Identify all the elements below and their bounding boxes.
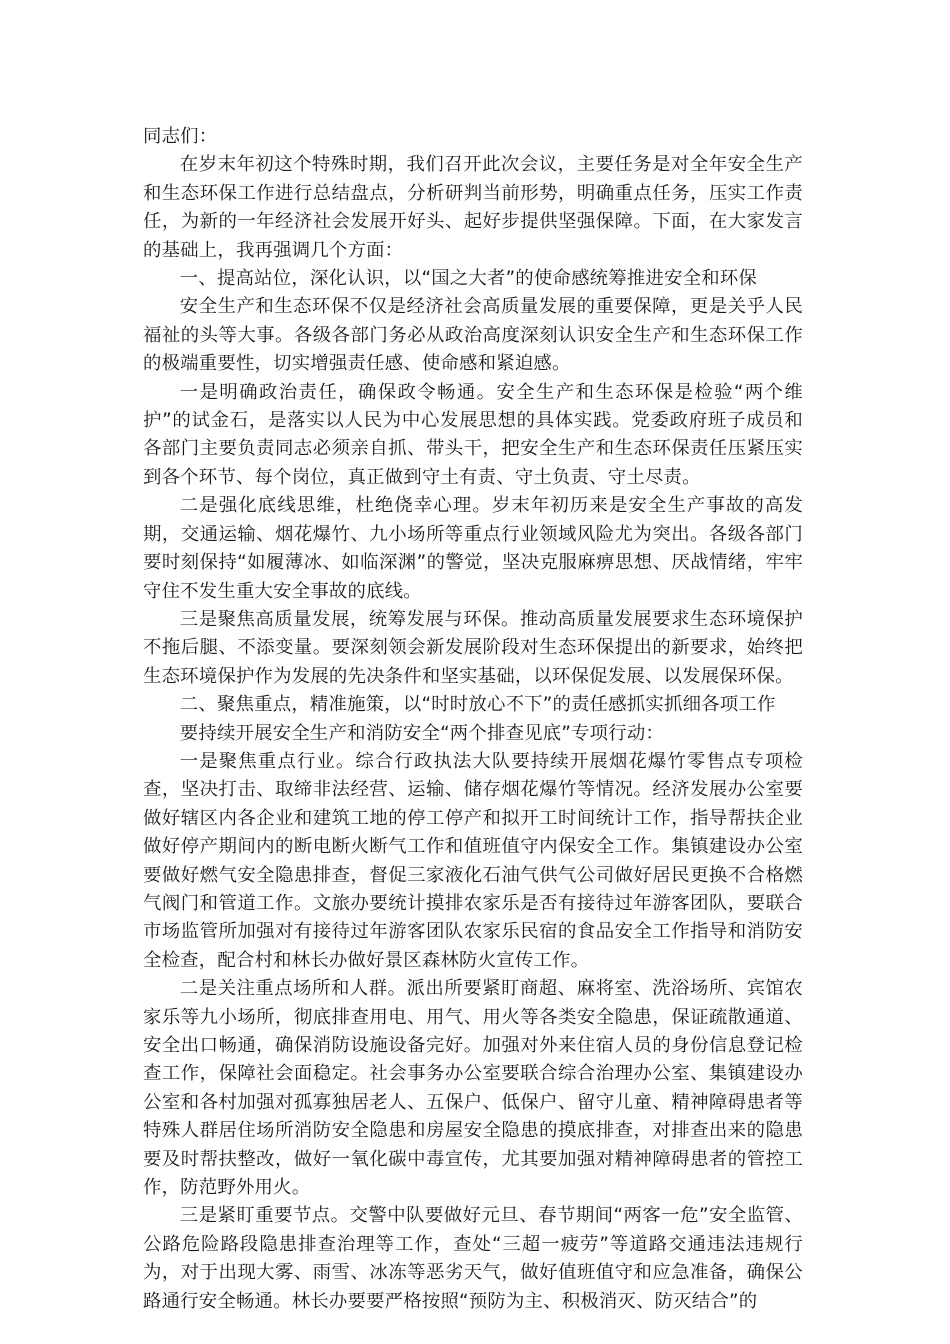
document-body (143, 123, 803, 1316)
paragraph-special-action: 要持续开展安全生产和消防安全“两个排查见底”专项行动： (179, 722, 665, 744)
section-heading-2: 二、聚焦重点，精准施策，以“时时放心不下”的责任感抓实抓细各项工作 (179, 694, 776, 716)
paragraph-political-responsibility: 一是明确政治责任，确保政令畅通。安全生产和生态环保是检验“两个维护”的试金石，是落实以人民为中心发展思想的具体实践。党委政府班子成员和各部门主要负责同志必须亲自抓、带头干，把安全生产和生态环保责任压紧压实到各个环节、每个岗位，真正做到守土有责、守土负责、守土尽责。 (143, 381, 803, 488)
salutation: 同志们： (143, 126, 218, 147)
paragraph-key-places-people: 二是关注重点场所和人群。派出所要紧盯商超、麻将室、洗浴场所、宾馆农家乐等九小场所，彻底排查用电、用气、用火等各类安全隐患，保证疏散通道、安全出口畅通，确保消防设施设备完好。加强对外来住宿人员的身份信息登记检查工作，保障社会面稳定。社会事务办公室要联合综合治理办公室、集镇建设办公室和各村加强对孤寡独居老人、五保户、低保户、留守儿童、精神障碍患者等特殊人群居住场所消防安全隐患和房屋安全隐患的摸底排查，对排查出来的隐患要及时帮扶整改，做好一氧化碳中毒宣传，尤其要加强对精神障碍患者的管控工作，防范野外用火。 (143, 978, 803, 1199)
paragraph-key-industries: 一是聚焦重点行业。综合行政执法大队要持续开展烟花爆竹零售点专项检查，坚决打击、取缔非法经营、运输、储存烟花爆竹等情况。经济发展办公室要做好辖区内各企业和建筑工地的停工停产和拟开工时间统计工作，指导帮扶企业做好停产期间内的断电断火断气工作和值班值守内保安全工作。集镇建设办公室要做好燃气安全隐患排查，督促三家液化石油气供气公司做好居民更换不合格燃气阀门和管道工作。文旅办要统计摸排农家乐是否有接待过年游客团队，要联合市场监管所加强对有接待过年游客团队农家乐民宿的食品安全工作指导和消防安全检查，配合村和林长办做好景区森林防火宣传工作。 (143, 750, 803, 971)
paragraph-section1-overview: 安全生产和生态环保不仅是经济社会高质量发展的重要保障，更是关乎人民福祉的头等大事。各级各部门务必从政治高度深刻认识安全生产和生态环保工作的极端重要性，切实增强责任感、使命感和紧迫感。 (143, 296, 803, 375)
paragraph-intro: 在岁末年初这个特殊时期，我们召开此次会议，主要任务是对全年安全生产和生态环保工作进行总结盘点，分析研判当前形势，明确重点任务，压实工作责任，为新的一年经济社会发展开好头、起好步提供坚强保障。下面，在大家发言的基础上，我再强调几个方面： (143, 154, 803, 261)
paragraph-high-quality-development: 三是聚焦高质量发展，统筹发展与环保。推动高质量发展要求生态环境保护不拖后腿、不添变量。要深刻领会新发展阶段对生态环保提出的新要求，始终把生态环境保护作为发展的先决条件和坚实基础，以环保促发展、以发展保环保。 (143, 608, 803, 687)
section-heading-1: 一、提高站位，深化认识，以“国之大者”的使命感统筹推进安全和环保 (179, 268, 757, 290)
paragraph-bottom-line-thinking: 二是强化底线思维，杜绝侥幸心理。岁末年初历来是安全生产事故的高发期，交通运输、烟花爆竹、九小场所等重点行业领域风险尤为突出。各级各部门要时刻保持“如履薄冰、如临深渊”的警觉，坚决克服麻痹思想、厌战情绪，牢牢守住不发生重大安全事故的底线。 (143, 495, 803, 602)
paragraph-key-nodes: 三是紧盯重要节点。交警中队要做好元旦、春节期间“两客一危”安全监管、公路危险路段隐患排查治理等工作，查处“三超一疲劳”等道路交通违法违规行为，对于出现大雾、雨雪、冰冻等恶劣天气，做好值班值守和应急准备，确保公路通行安全畅通。林长办要要严格按照“预防为主、积极消灭、防灭结合”的 (143, 1205, 803, 1312)
